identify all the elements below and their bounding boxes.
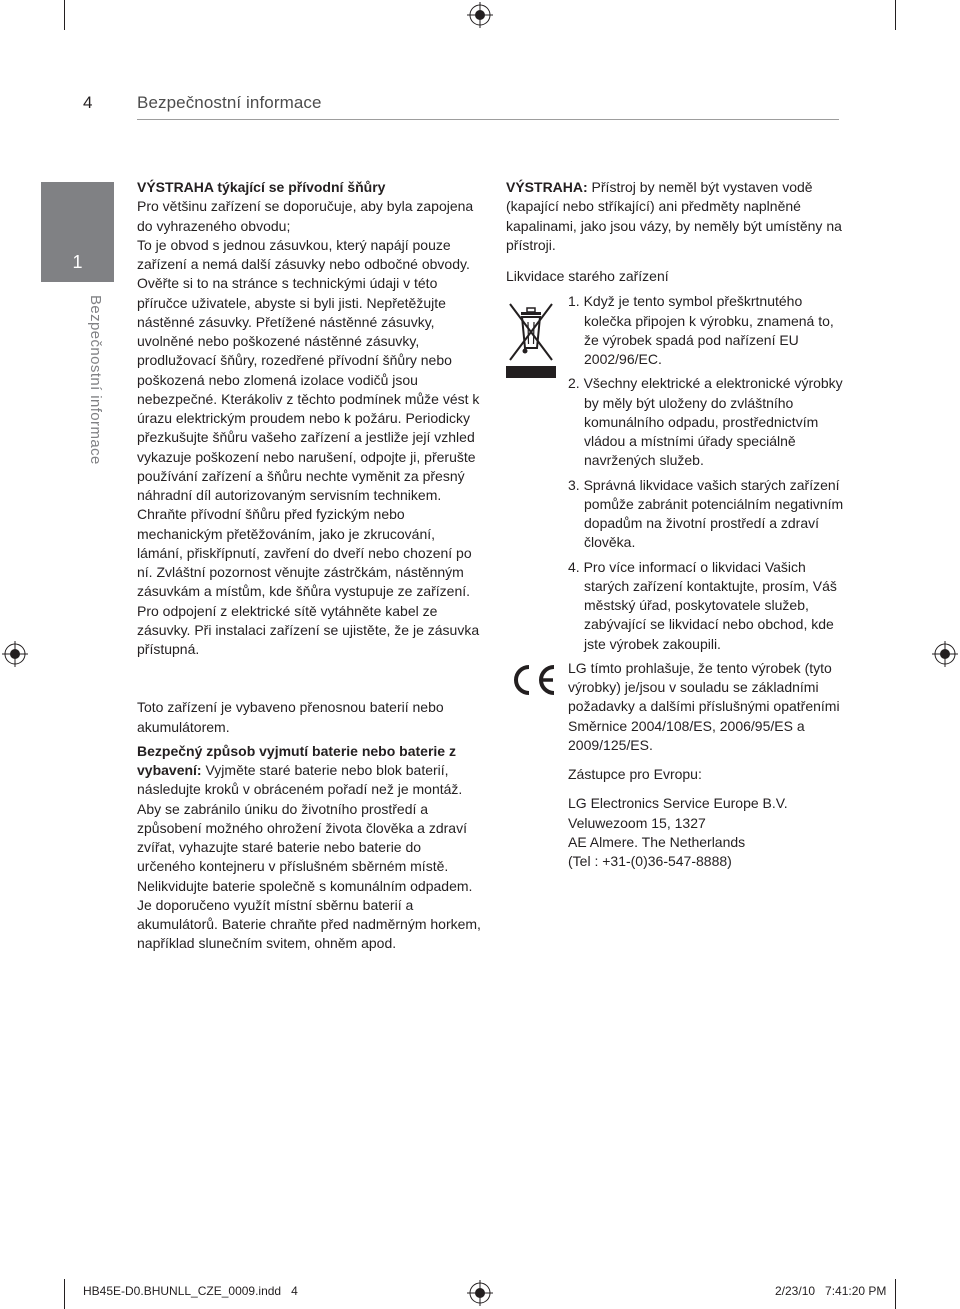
registration-mark-icon — [467, 1280, 493, 1306]
crop-mark — [64, 1279, 65, 1309]
address-line: (Tel : +31-(0)36-547-8888) — [568, 853, 732, 869]
header-divider — [137, 119, 839, 120]
ce-section — [506, 659, 846, 872]
crop-mark — [895, 1279, 896, 1309]
warning-text: Přístroj by neměl být vystaven vodě (kapající nebo stříkající) ani předměty naplněné kapalinami, jako jsou vázy, by neměly být umístěny na přístroji. — [506, 179, 842, 253]
ce-mark-icon — [508, 663, 558, 697]
footer-filename: HB45E-D0.BHUNLL_CZE_0009.indd 4 — [83, 1284, 298, 1298]
paragraph: To je obvod s jednou zásuvkou, který napájí pouze zařízení a nemá další zásuvky nebo odbočné obvody. Ověřte si to na stránce s technickými údaji v této příručce uživatele, abyste si byli jisti. Nepřetěžujte nástěnné zásuvky. Přetížené nástěnné zásuvky, uvolněné nebo poškozené nástěnné zásuvky, prodlužovací šňůry, rozedřené přívodní šňůry nebo poškozená nebo zlomená izolace vodičů jsou nebezpečné. Kterákoliv z těchto podmínek může vést k úrazu elektrickým proudem nebo k požáru. Periodicky přezkušujte šňůru vašeho zařízení a jestliže její vzhled vykazuje poškození nebo narušení, odpojte ji, přerušte používání zařízení a šňůru nechte vyměnit za přesný náhradní díl autorizovaným servisním technikem. Chraňte přívodní šňůru před fyzickým nebo mechanickým přetěžováním, jako je zkrucování, lámání, přiskřípnutí, zavření do dveří nebo chození po ní. Zvláštní pozornost věnujte zástrčkám, nástěnným zásuvkám a místům, kde šňůra vystupuje ze zařízení. Pro odpojení z elektrické sítě vytáhněte kabel ze zásuvky. Při instalaci zařízení se ujistěte, že je zásuvka přístupná. — [137, 236, 480, 657]
warning-label: VÝSTRAHA: — [506, 179, 588, 195]
ce-text-block — [568, 659, 846, 872]
left-column — [137, 178, 482, 954]
page-title: Bezpečnostní informace — [137, 93, 322, 112]
list-item: 2. Všechny elektrické a elektronické výrobky by měly být uloženy do zvláštního komunálního odpadu, prostřednictvím vládou a místními úřady speciálně navržených služeb. — [568, 375, 843, 469]
disposal-title: Likvidace starého zařízení — [506, 268, 669, 284]
address — [568, 794, 846, 871]
registration-mark-icon — [2, 641, 28, 667]
registration-mark-icon — [932, 641, 958, 667]
list-item: 1. Když je tento symbol přeškrtnutého kolečka připojen k výrobku, znamená to, že výrobek spadá pod nařízení EU 2002/96/EC. — [568, 293, 834, 367]
warning-paragraph — [506, 178, 846, 255]
paragraph: Toto zařízení je vybaveno přenosnou baterií nebo akumulátorem. — [137, 699, 444, 735]
page-number: 4 — [83, 93, 93, 112]
battery-paragraph — [137, 742, 482, 954]
crop-mark — [64, 0, 65, 30]
disposal-list — [568, 292, 846, 654]
ce-declaration: LG tímto prohlašuje, že tento výrobek (tyto výrobky) je/jsou v souladu se základními požadavky a dalšími příslušnými opatřeními Směrnice 2004/108/ES, 2006/95/ES a 2009/125/ES. — [568, 659, 840, 753]
list-item: 4. Pro více informací o likvidaci Vašich starých zařízení kontaktujte, prosím, Váš městský úřad, poskytovatele služeb, zabývající se likvidací nebo obchod, kde jste výrobek zakoupili. — [568, 558, 837, 652]
list-item: 3. Správná likvidace vašich starých zařízení pomůže zabránit potenciálním negativním dopadům na životní prostředí a zdraví člověka. — [568, 476, 844, 551]
battery-text: Vyjměte staré baterie nebo blok baterií, následujte kroků v obráceném pořadí než je montáž. Aby se zabránilo úniku do životního prostředí a způsobení možného ohrožení života člověka a zdraví zvířat, vyhazujte staré baterie nebo baterie do určeného kontejneru v příslušném sběrném místě. Nelikvidujte baterie společně s komunálním odpadem. Je doporučeno využít místní sběrnu baterií a akumulátorů. Baterie chraňte před nadměrným horkem, například slunečním svitem, ohněm apod. — [137, 762, 481, 952]
disposal-section — [506, 292, 846, 654]
right-column — [506, 178, 846, 871]
section-heading: VÝSTRAHA týkající se přívodní šňůry — [137, 179, 386, 195]
address-line: LG Electronics Service Europe B.V. — [568, 795, 788, 812]
address-line: AE Almere. The Netherlands — [568, 833, 746, 850]
representative-label: Zástupce pro Evropu: — [568, 766, 702, 782]
paragraph: Pro většinu zařízení se doporučuje, aby byla zapojena do vyhrazeného obvodu; — [137, 198, 474, 234]
address-line: Veluwezoom 15, 1327 — [568, 814, 706, 831]
battery-heading: Bezpečný způsob vyjmutí baterie nebo baterie z vybavení: — [137, 742, 456, 778]
chapter-tab — [41, 182, 114, 282]
chapter-number: 1 — [72, 252, 83, 272]
registration-mark-icon — [467, 2, 493, 28]
crop-mark — [895, 0, 896, 30]
footer-timestamp: 2/23/10 7:41:20 PM — [775, 1284, 887, 1298]
crossed-out-bin-icon — [506, 298, 556, 386]
chapter-label: Bezpečnostní informace — [87, 295, 104, 465]
